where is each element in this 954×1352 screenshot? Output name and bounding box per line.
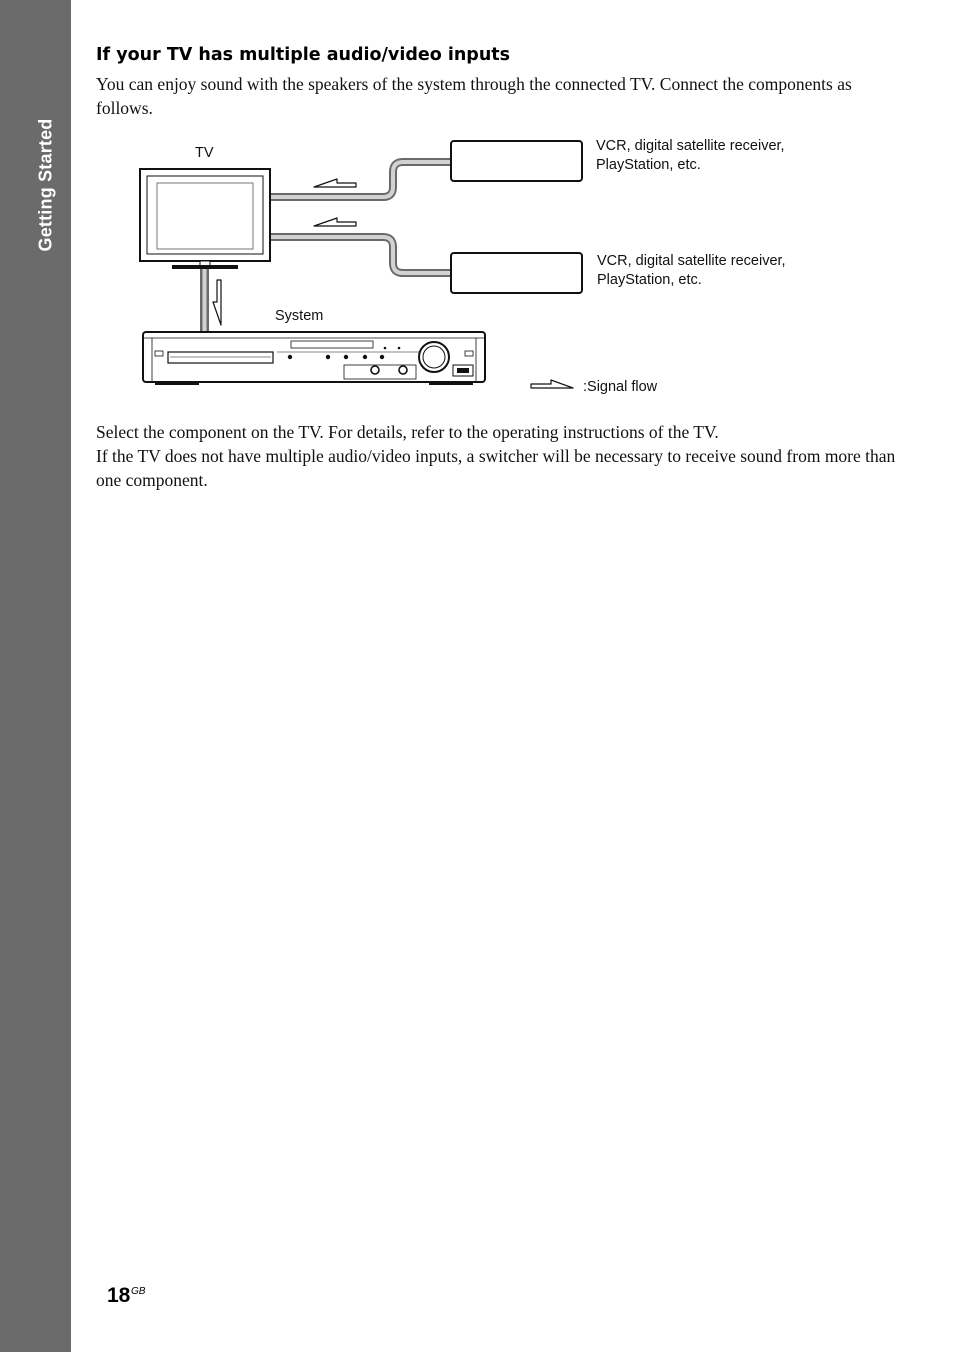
side-tab-label: Getting Started	[35, 118, 56, 252]
component-top-label: VCR, digital satellite receiver, PlayStation, etc.	[596, 138, 785, 173]
signal-arrow-middle	[314, 218, 356, 226]
page-number: 18	[107, 1284, 131, 1307]
legend-signal-arrow	[531, 380, 573, 388]
section-heading: If your TV has multiple audio/video inputs	[96, 45, 511, 65]
intro-paragraph: You can enjoy sound with the speakers of the system through the connected TV. Connect the components as follows.	[96, 74, 852, 118]
system-illustration	[143, 332, 485, 385]
legend-label: :Signal flow	[583, 379, 658, 395]
page-number-suffix: GB	[131, 1286, 146, 1297]
switcher-paragraph: If the TV does not have multiple audio/video inputs, a switcher will be necessary to receive sound from more than one component.	[96, 446, 896, 490]
select-paragraph: Select the component on the TV. For details, refer to the operating instructions of the TV.	[96, 422, 719, 442]
signal-arrow-down	[213, 280, 221, 325]
tv-label: TV	[195, 145, 214, 161]
cable-system	[200, 266, 209, 334]
tv-illustration	[140, 169, 270, 269]
cable-top	[270, 162, 451, 197]
connection-diagram	[0, 0, 954, 420]
component-box-bottom	[451, 253, 582, 293]
component-box-top	[451, 141, 582, 181]
cable-bottom	[270, 237, 451, 273]
component-bottom-label: VCR, digital satellite receiver, PlayStation, etc.	[597, 253, 786, 288]
signal-arrow-top	[314, 179, 356, 187]
system-label: System	[275, 308, 324, 324]
